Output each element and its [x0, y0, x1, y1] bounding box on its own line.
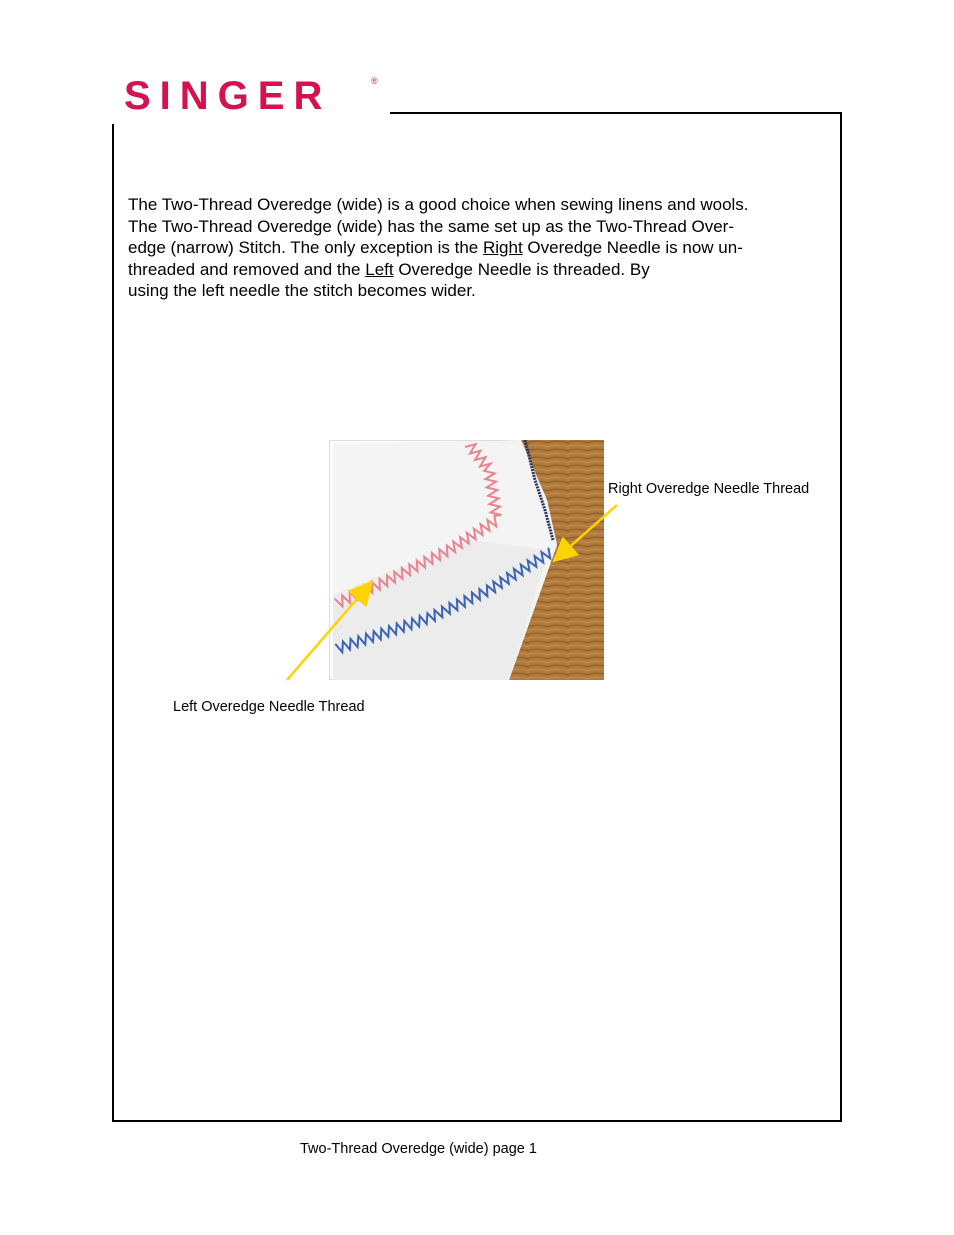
intro-line-4: [128, 259, 828, 281]
right-needle-emphasis: Right: [482, 238, 523, 257]
right-needle-label: Right Overedge Needle Thread: [608, 481, 810, 497]
frame-right-line: [840, 112, 842, 1122]
frame-bottom-line: [112, 1120, 842, 1122]
registered-mark: ®: [371, 76, 378, 86]
intro-line-5: using the left needle the stitch becomes wider.: [128, 281, 476, 300]
frame-top-line: [390, 112, 842, 114]
left-needle-label: Left Overedge Needle Thread: [173, 699, 365, 715]
intro-line-2: The Two-Thread Overedge (wide) has the same set up as the Two-Thread Over-: [128, 216, 734, 236]
intro-line-1: The Two-Thread Overedge (wide) is a good choice when sewing linens and wools.: [128, 195, 749, 214]
intro-line-3: [128, 237, 828, 259]
left-needle-emphasis: Left: [365, 259, 394, 279]
singer-logo: [124, 76, 380, 116]
intro-line-3-start: edge (narrow) Stitch. The only exception is the: [128, 238, 483, 257]
intro-line-4-end: Overedge Needle is threaded. By: [393, 259, 650, 279]
intro-line-4-start: threaded and removed and the: [128, 259, 366, 279]
intro-paragraph: [128, 194, 828, 302]
logo-text: SINGER: [124, 74, 332, 118]
intro-line-3-end: Overedge Needle is now un-: [522, 238, 743, 257]
frame-left-line: [112, 124, 114, 1122]
stitch-sample-photo: [329, 440, 604, 680]
page-footer: Two-Thread Overedge (wide) page 1: [300, 1141, 537, 1157]
